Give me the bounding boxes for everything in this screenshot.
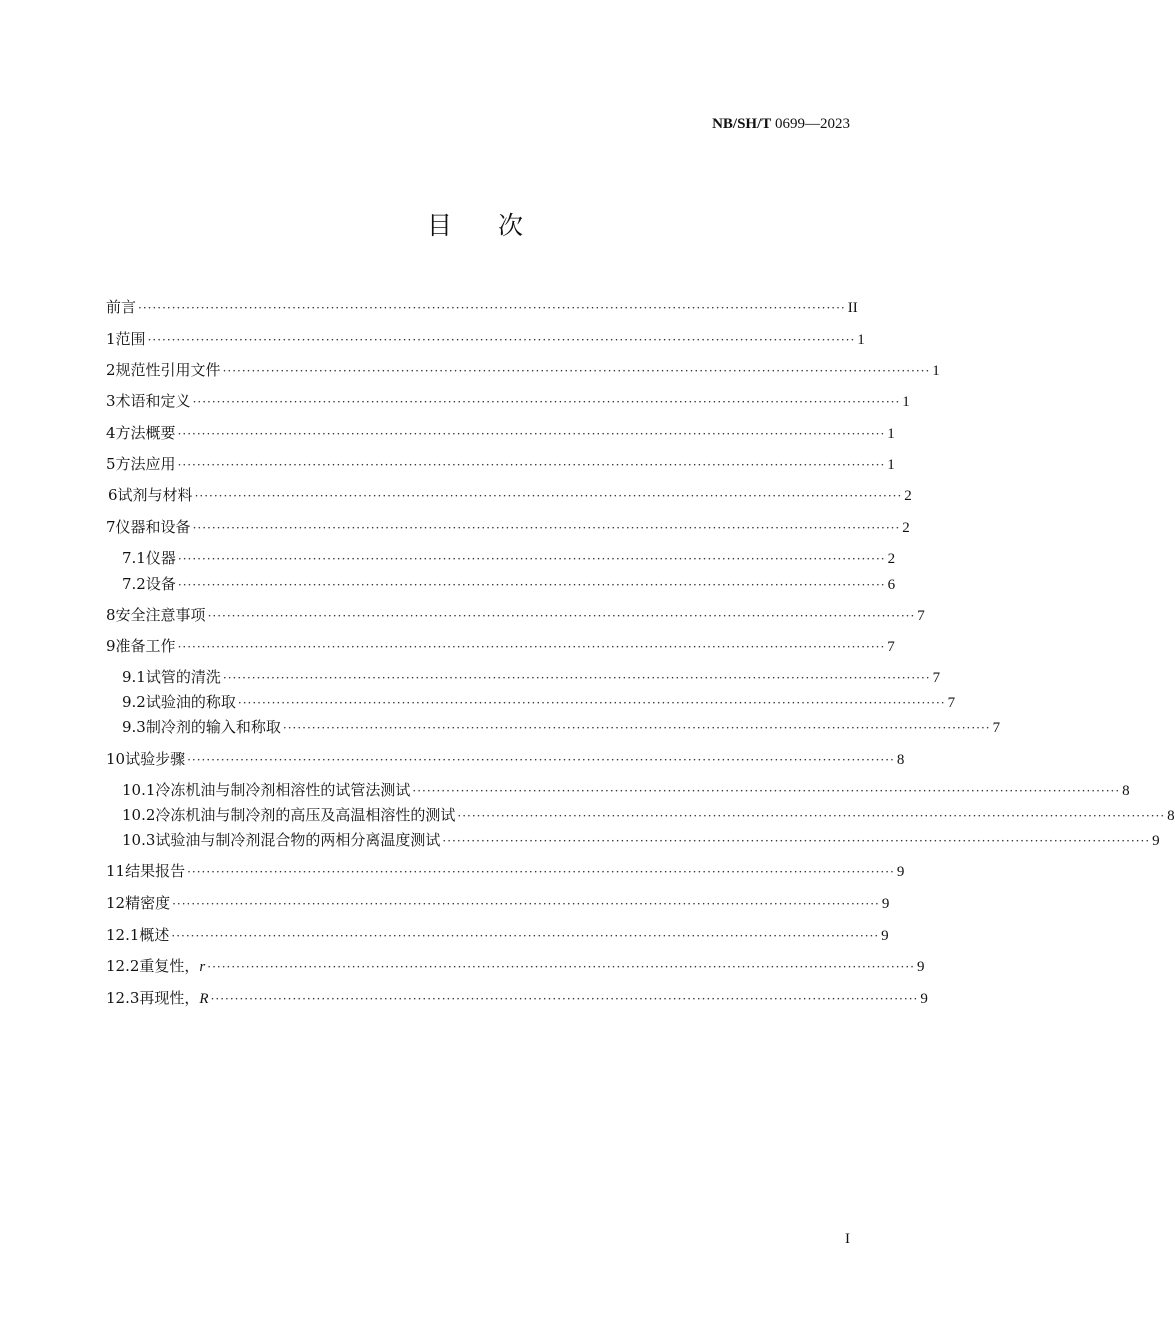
toc-entry[interactable] — [106, 424, 895, 442]
toc-number: 9 — [106, 637, 116, 655]
leader-dots: ··················································································································································· — [412, 784, 1121, 798]
toc-entry[interactable] — [106, 606, 925, 624]
toc-label: 试剂与材料 — [117, 486, 193, 504]
standard-prefix: NB/SH/T — [712, 116, 772, 132]
toc-entry[interactable] — [106, 455, 895, 473]
toc-number: 8 — [106, 606, 116, 624]
toc-page: 8 — [1167, 808, 1175, 824]
toc-number: 10.3 — [122, 831, 156, 849]
toc-page: 2 — [902, 520, 910, 536]
toc-page: 9 — [1152, 833, 1160, 849]
toc-entry[interactable] — [106, 549, 896, 567]
leader-dots: ··················································································································································· — [282, 721, 991, 735]
toc-page: 7 — [992, 720, 1001, 736]
toc-entry[interactable] — [106, 575, 896, 593]
toc-page: 1 — [857, 332, 865, 348]
toc-number: 7.1 — [122, 549, 146, 567]
leader-dots: ··················································································································································· — [192, 521, 901, 535]
toc-label: 安全注意事项 — [115, 606, 206, 624]
toc-entry[interactable] — [106, 781, 1130, 799]
toc-label: 准备工作 — [115, 637, 176, 655]
toc-number: 9.1 — [122, 668, 146, 686]
toc-page: 9 — [920, 991, 928, 1007]
toc-label: 结果报告 — [125, 862, 186, 880]
leader-dots: ··················································································································································· — [177, 552, 886, 566]
leader-dots: ··················································································································································· — [457, 809, 1166, 823]
standard-number: 0699—2023 — [775, 116, 850, 132]
toc-number: 1 — [106, 330, 116, 348]
page-title: 目次 — [426, 211, 569, 240]
toc-entry[interactable] — [106, 298, 858, 316]
toc-entry[interactable] — [106, 518, 910, 536]
toc-number: 7 — [106, 518, 116, 536]
toc-label: 仪器 — [145, 549, 176, 567]
toc-page: 1 — [902, 394, 910, 410]
leader-dots: ··················································································································································· — [192, 395, 901, 409]
toc-entry[interactable] — [106, 806, 1175, 824]
toc-page: 2 — [904, 488, 912, 504]
toc-number: 11 — [106, 862, 126, 880]
toc-label: 再现性， — [139, 989, 200, 1007]
toc-entry[interactable] — [106, 693, 956, 711]
toc-label: 试验步骤 — [125, 750, 186, 768]
leader-dots: ··················································································································································· — [177, 427, 886, 441]
toc-page: 7 — [932, 670, 941, 686]
toc-page: 2 — [887, 551, 896, 567]
toc-number: 12.1 — [106, 926, 140, 944]
leader-dots: ··················································································································································· — [237, 696, 946, 710]
toc-entry[interactable] — [106, 750, 905, 768]
toc-label: 冷冻机油与制冷剂的高压及高温相溶性的测试 — [155, 806, 456, 824]
toc-page: 9 — [917, 959, 925, 975]
toc-label: 范围 — [115, 330, 146, 348]
toc-label: 重复性， — [139, 957, 200, 975]
toc-number: 10.1 — [122, 781, 156, 799]
toc-number: 12.3 — [106, 989, 140, 1007]
toc-number: 9.2 — [122, 693, 146, 711]
leader-dots: ··················································································································································· — [442, 834, 1151, 848]
toc-label: 方法应用 — [115, 455, 176, 473]
leader-dots: ··················································································································································· — [177, 640, 886, 654]
toc-label: 试管的清洗 — [145, 668, 221, 686]
toc-entry[interactable] — [106, 486, 912, 504]
leader-dots: ··················································································································································· — [177, 578, 886, 592]
toc-page: II — [847, 300, 858, 316]
toc-page: 8 — [1122, 783, 1130, 799]
leader-dots: ··················································································································································· — [138, 301, 846, 315]
leader-dots: ··················································································································································· — [207, 609, 916, 623]
leader-dots: ··················································································································································· — [172, 897, 880, 911]
toc-label: 概述 — [139, 926, 170, 944]
leader-dots: ··················································································································································· — [177, 458, 886, 472]
standard-code — [712, 116, 850, 133]
leader-dots: ··················································································································································· — [210, 992, 919, 1006]
toc-label: 试验油与制冷剂混合物的两相分离温度测试 — [155, 831, 441, 849]
toc-page: 1 — [887, 457, 895, 473]
leader-dots: ··················································································································································· — [207, 960, 915, 974]
toc-label: 试验油的称取 — [145, 693, 236, 711]
toc-entry[interactable] — [106, 831, 1160, 849]
toc-label: 制冷剂的输入和称取 — [145, 718, 281, 736]
toc-page: 9 — [881, 928, 889, 944]
toc-page: 9 — [896, 864, 905, 880]
toc-page: 1 — [932, 363, 940, 379]
toc-entry[interactable] — [106, 926, 889, 944]
toc-number: 5 — [106, 455, 116, 473]
toc-entry[interactable] — [106, 989, 928, 1007]
toc-number: 4 — [106, 424, 116, 442]
toc-label: 前言 — [106, 298, 137, 316]
leader-dots: ··················································································································································· — [187, 753, 895, 767]
toc-number: 6 — [108, 486, 118, 504]
toc-entry[interactable] — [106, 637, 895, 655]
toc-entry[interactable] — [106, 718, 1001, 736]
page-number: I — [845, 1231, 850, 1247]
toc-number: 7.2 — [122, 575, 146, 593]
toc-number: 12.2 — [106, 957, 140, 975]
toc-label: 规范性引用文件 — [115, 361, 221, 379]
toc-number: 10.2 — [122, 806, 156, 824]
toc-entry[interactable] — [106, 957, 925, 975]
toc-page: 9 — [881, 896, 890, 912]
toc-number: 12 — [106, 894, 126, 912]
toc-label: 冷冻机油与制冷剂相溶性的试管法测试 — [155, 781, 411, 799]
leader-dots: ··················································································································································· — [222, 364, 931, 378]
toc-number: 10 — [106, 750, 126, 768]
leader-dots: ··················································································································································· — [222, 671, 931, 685]
toc-entry[interactable] — [106, 862, 905, 880]
toc-label: 精密度 — [125, 894, 171, 912]
reproducibility-symbol: R — [199, 991, 209, 1007]
toc-entry[interactable] — [106, 668, 941, 686]
toc-page: 8 — [896, 752, 905, 768]
toc-entry[interactable] — [106, 330, 865, 348]
toc-label: 方法概要 — [115, 424, 176, 442]
toc-number: 2 — [106, 361, 116, 379]
toc-entry[interactable] — [106, 894, 890, 912]
toc-page: 6 — [887, 577, 896, 593]
toc-number: 3 — [106, 392, 116, 410]
toc-label: 设备 — [145, 575, 176, 593]
toc-number: 9.3 — [122, 718, 146, 736]
toc-entry[interactable] — [106, 392, 910, 410]
leader-dots: ··················································································································································· — [147, 333, 856, 347]
toc-entry[interactable] — [106, 361, 940, 379]
toc-label: 仪器和设备 — [115, 518, 191, 536]
leader-dots: ··················································································································································· — [187, 865, 895, 879]
leader-dots: ··················································································································································· — [194, 489, 903, 503]
toc-page: 7 — [947, 695, 956, 711]
toc-label: 术语和定义 — [115, 392, 191, 410]
toc-page: 7 — [917, 608, 925, 624]
toc-page: 1 — [887, 426, 895, 442]
repeatability-symbol: r — [199, 959, 206, 975]
leader-dots: ··················································································································································· — [171, 929, 880, 943]
toc-page: 7 — [887, 639, 895, 655]
